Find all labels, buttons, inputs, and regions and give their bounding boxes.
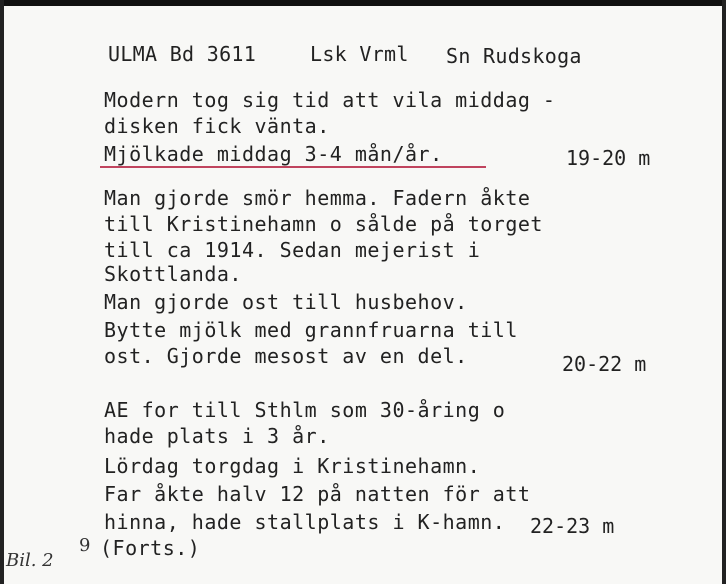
section2-line-3: till ca 1914. Sedan mejerist i — [104, 238, 481, 262]
card-right-edge — [722, 0, 726, 584]
section2-line-6: Bytte mjölk med grannfruarna till — [104, 318, 518, 342]
section1-underline — [100, 166, 486, 168]
card-left-edge — [0, 0, 4, 584]
card-top-edge — [0, 0, 726, 6]
section3-time: 22-23 m — [530, 514, 615, 538]
section3-line-2: hade plats i 3 år. — [104, 424, 330, 448]
section1-line-2: disken fick vänta. — [104, 114, 330, 138]
header-province: Lsk Vrml — [310, 42, 409, 66]
section2-line-7: ost. Gjorde mesost av en del. — [104, 344, 468, 368]
section1-line-3: Mjölkade middag 3-4 mån/år. — [104, 142, 443, 166]
section2-line-5: Man gjorde ost till husbehov. — [104, 290, 468, 314]
section3-line-3: Lördag torgdag i Kristinehamn. — [104, 454, 481, 478]
header-parish: Sn Rudskoga — [446, 44, 582, 68]
section1-line-1: Modern tog sig tid att vila middag - — [104, 88, 556, 112]
section2-line-1: Man gjorde smör hemma. Fadern åkte — [104, 186, 531, 210]
section1-time: 19-20 m — [566, 146, 651, 170]
section3-continued: (Forts.) — [100, 536, 201, 560]
section2-line-4: Skottlanda. — [104, 262, 242, 286]
section3-line-5: hinna, hade stallplats i K-hamn. — [104, 510, 506, 534]
header-archive: ULMA Bd 3611 — [108, 42, 257, 66]
section2-line-2: till Kristinehamn o sålde på torget — [104, 212, 543, 236]
section2-time: 20-22 m — [562, 352, 647, 376]
section3-line-4: Far åkte halv 12 på natten för att — [104, 482, 531, 506]
handwritten-attachment-note: Bil. 2 — [6, 550, 54, 571]
section3-line-1: AE for till Sthlm som 30-åring o — [104, 398, 506, 422]
page-number: 9 — [79, 535, 91, 556]
